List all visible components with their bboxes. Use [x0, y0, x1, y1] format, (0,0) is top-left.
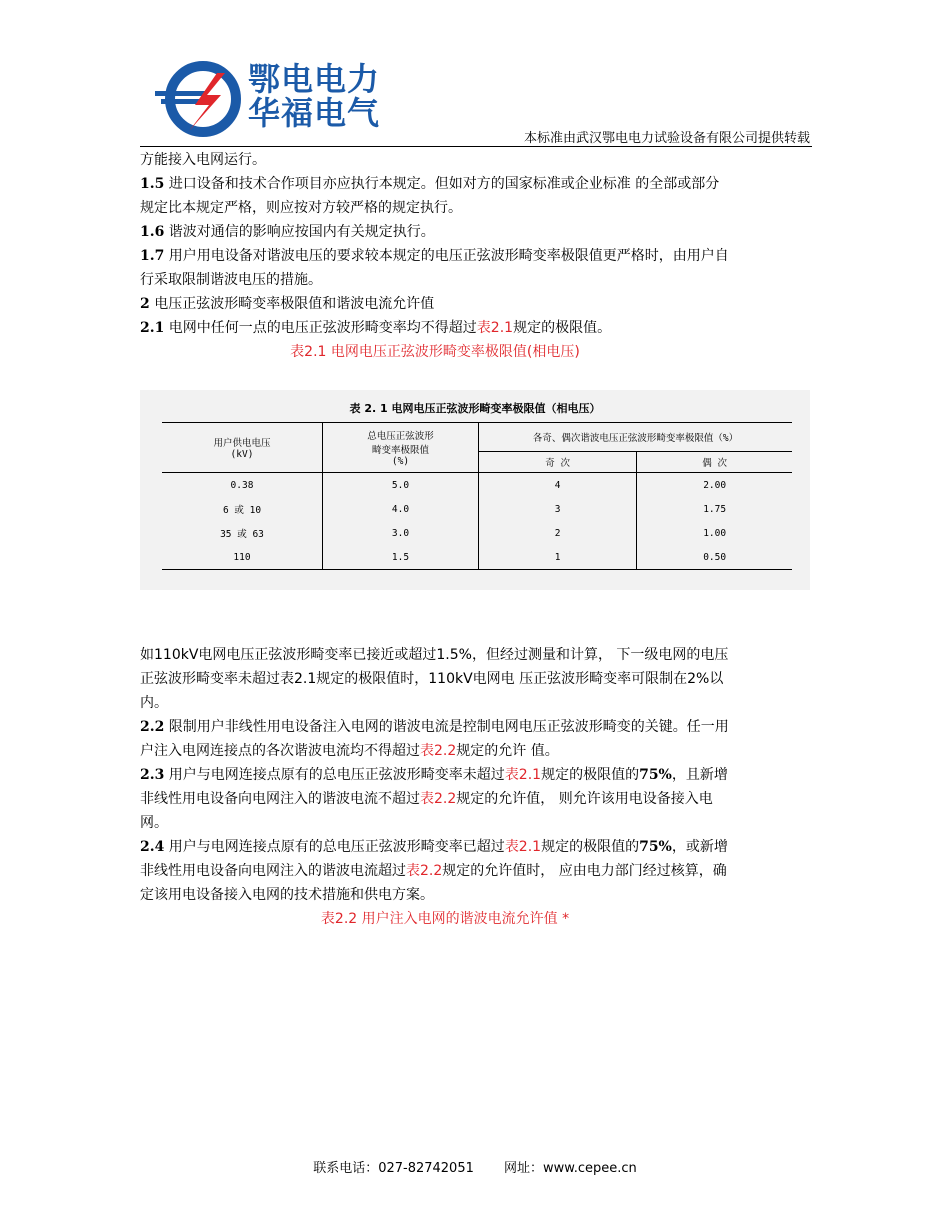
table-2-2-link[interactable]: 表2.2: [420, 743, 457, 759]
clause-2-4: 2.4 用户与电网连接点原有的总电压正弦波形畸变率已超过表2.1规定的极限值的75%，或新增非线性用电设备向电网注入的谐波电流超过表2.2规定的允许值时， 应由电力部门经过核算，确定该用电设备接入电网的技术措施和供电方案。: [140, 839, 728, 903]
header-voltage: 用户供电电压 (kV): [162, 423, 323, 473]
table-2-2-link[interactable]: 表2.2: [406, 863, 443, 879]
table-2-2-caption: 表2.2 用户注入电网的谐波电流允许值 *: [320, 911, 570, 927]
example-paragraph: 如110kV电网电压正弦波形畸变率已接近或超过1.5%，但经过测量和计算， 下一级电网的电压正弦波形畸变率未超过表2.1规定的极限值时，110kV电网电 压正弦波形畸变率可限制在2%以内。: [140, 647, 729, 711]
header-individual-harmonics: 各奇、偶次谐波电压正弦波形畸变率极限值（%）: [479, 423, 793, 452]
logo-text: [248, 62, 398, 130]
table-2-1-link[interactable]: 表2.1: [476, 320, 514, 336]
distortion-limit-table: [162, 422, 792, 570]
table-2-1-link[interactable]: 表2.1: [504, 839, 542, 855]
paragraph-continuation: 方能接入电网运行。: [140, 152, 266, 168]
header-even: 偶 次: [637, 452, 792, 473]
clause-number: 2.3: [140, 767, 165, 783]
clause-2-2: 2.2 限制用户非线性用电设备注入电网的谐波电流是控制电网电压正弦波形畸变的关键。任一用户注入电网连接点的各次谐波电流均不得超过表2.2规定的允许 值。: [140, 719, 729, 759]
table-row: 0.38 5.0 4 2.00: [162, 473, 792, 498]
clause-number: 2.1: [140, 320, 165, 336]
clause-number: 2.2: [140, 719, 165, 735]
table-2-1-link[interactable]: 表2.1: [504, 767, 542, 783]
section-2-text: [140, 643, 730, 931]
header-note: 本标准由武汉鄂电电力试验设备有限公司提供转载: [523, 131, 810, 146]
header-total-thd: 总电压正弦波形 畸变率极限值 (%): [323, 423, 479, 473]
table-2-1: [140, 390, 810, 590]
logo-emblem-icon: [155, 55, 255, 145]
section-number: 2: [140, 296, 150, 312]
header-odd: 奇 次: [479, 452, 637, 473]
clause-2-1: 2.1 电网中任何一点的电压正弦波形畸变率均不得超过表2.1规定的极限值。: [140, 320, 612, 336]
table-title: 表 2. 1 电网电压正弦波形畸变率极限值（相电压）: [349, 402, 601, 415]
page-footer: [0, 1157, 950, 1176]
clause-number: 2.4: [140, 839, 165, 855]
logo-line-1: 鄂电电力: [248, 60, 381, 98]
table-row: 35 或 63 3.0 2 1.00: [162, 521, 792, 545]
clause-2-3: 2.3 用户与电网连接点原有的总电压正弦波形畸变率未超过表2.1规定的极限值的75%，且新增非线性用电设备向电网注入的谐波电流不超过表2.2规定的允许值， 则允许该用电设备接入电网。: [140, 767, 728, 831]
section-2-heading: 2 电压正弦波形畸变率极限值和谐波电流允许值: [140, 296, 435, 312]
clause-number: 1.5: [140, 176, 165, 192]
clause-1-7: 1.7 用户用电设备对谐波电压的要求较本规定的电压正弦波形畸变率极限值更严格时，由用户自行采取限制谐波电压的措施。: [140, 248, 729, 288]
clause-number: 1.7: [140, 248, 165, 264]
clause-1-5: 1.5 进口设备和技术合作项目亦应执行本规定。但如对方的国家标准或企业标准 的全部或部分规定比本规定严格，则应按对方较严格的规定执行。: [140, 176, 720, 216]
footer-phone: 联系电话：027-82742051: [313, 1161, 474, 1176]
table-2-1-caption: 表2.1 电网电压正弦波形畸变率极限值(相电压): [290, 344, 580, 360]
logo-line-2: 华福电气: [248, 94, 381, 132]
table-2-2-link[interactable]: 表2.2: [420, 791, 457, 807]
clause-number: 1.6: [140, 224, 165, 240]
clause-1-6: 1.6 谐波对通信的影响应按国内有关规定执行。: [140, 224, 435, 240]
footer-website[interactable]: 网址：www.cepee.cn: [504, 1161, 637, 1176]
header-divider: [140, 146, 812, 147]
table-row: 110 1.5 1 0.50: [162, 545, 792, 570]
section-1-text: [140, 148, 730, 364]
table-row: 6 或 10 4.0 3 1.75: [162, 497, 792, 521]
